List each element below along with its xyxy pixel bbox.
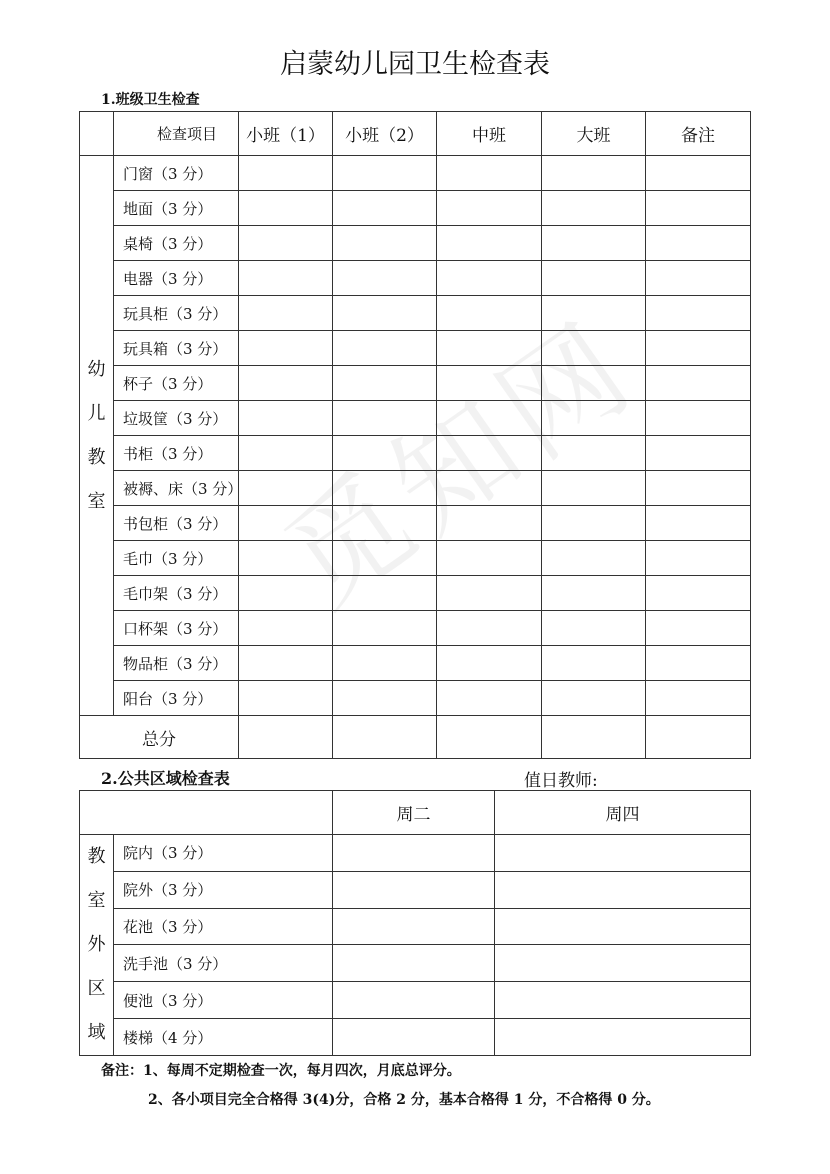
score-cell[interactable] <box>542 191 646 226</box>
table-row <box>80 191 751 226</box>
score-cell[interactable] <box>239 331 333 366</box>
score-cell[interactable] <box>333 156 437 191</box>
remark-cell[interactable] <box>646 226 751 261</box>
header-tuesday: 周二 <box>333 791 495 835</box>
total-row <box>80 716 751 759</box>
table-row <box>80 261 751 296</box>
table-row <box>80 646 751 681</box>
remark-cell[interactable] <box>646 401 751 436</box>
score-cell[interactable] <box>333 506 437 541</box>
item-label: 电器（3 分） <box>114 261 239 296</box>
remark-cell[interactable] <box>646 156 751 191</box>
total-cell[interactable] <box>333 716 437 759</box>
table-row <box>80 835 751 872</box>
section1-heading: 1.班级卫生检查 <box>101 92 200 108</box>
item-label: 桌椅（3 分） <box>114 226 239 261</box>
score-cell[interactable] <box>239 576 333 611</box>
score-cell[interactable] <box>437 506 542 541</box>
score-cell[interactable] <box>437 331 542 366</box>
score-cell[interactable] <box>333 835 495 872</box>
score-cell[interactable] <box>542 646 646 681</box>
score-cell[interactable] <box>542 576 646 611</box>
section2-heading: 2.公共区域检查表 <box>101 769 230 788</box>
score-cell[interactable] <box>333 296 437 331</box>
score-cell[interactable] <box>495 835 751 872</box>
remark-cell[interactable] <box>646 611 751 646</box>
score-cell[interactable] <box>239 506 333 541</box>
group-label-outdoor: 教 室 外 区 域 <box>80 835 114 1056</box>
score-cell[interactable] <box>239 541 333 576</box>
score-cell[interactable] <box>239 296 333 331</box>
table-row <box>80 1019 751 1056</box>
item-label: 门窗（3 分） <box>114 156 239 191</box>
remark-cell[interactable] <box>646 471 751 506</box>
header-remarks: 备注 <box>646 112 751 156</box>
duty-teacher-blank[interactable] <box>598 774 720 791</box>
table-row <box>80 226 751 261</box>
score-cell[interactable] <box>542 156 646 191</box>
header-small-class-1: 小班（1） <box>239 112 333 156</box>
score-cell[interactable] <box>542 261 646 296</box>
table-header-row <box>80 791 751 835</box>
header-big-class: 大班 <box>542 112 646 156</box>
table-row <box>80 436 751 471</box>
score-cell[interactable] <box>542 401 646 436</box>
header-middle-class: 中班 <box>437 112 542 156</box>
table-row <box>80 296 751 331</box>
score-cell[interactable] <box>542 436 646 471</box>
note-line-1: 备注：1、每周不定期检查一次，每月四次，月底总评分。 <box>101 1063 461 1079</box>
score-cell[interactable] <box>239 261 333 296</box>
remark-cell[interactable] <box>646 506 751 541</box>
score-cell[interactable] <box>333 191 437 226</box>
table-row <box>80 471 751 506</box>
score-cell[interactable] <box>437 541 542 576</box>
table-row <box>80 945 751 982</box>
header-thursday: 周四 <box>495 791 751 835</box>
item-label: 院内（3 分） <box>114 835 333 872</box>
score-cell[interactable] <box>495 945 751 982</box>
score-cell[interactable] <box>437 576 542 611</box>
item-label: 物品柜（3 分） <box>114 646 239 681</box>
score-cell[interactable] <box>333 945 495 982</box>
item-label: 书包柜（3 分） <box>114 506 239 541</box>
item-label: 便池（3 分） <box>114 982 333 1019</box>
remark-cell[interactable] <box>646 261 751 296</box>
item-label: 杯子（3 分） <box>114 366 239 401</box>
score-cell[interactable] <box>333 576 437 611</box>
score-cell[interactable] <box>495 1019 751 1056</box>
header-check-item: 检查项目 <box>114 112 239 156</box>
item-label: 院外（3 分） <box>114 871 333 908</box>
item-label: 洗手池（3 分） <box>114 945 333 982</box>
score-cell[interactable] <box>437 681 542 716</box>
score-cell[interactable] <box>333 611 437 646</box>
remark-cell[interactable] <box>646 681 751 716</box>
score-cell[interactable] <box>495 871 751 908</box>
score-cell[interactable] <box>333 471 437 506</box>
table-row <box>80 908 751 945</box>
score-cell[interactable] <box>239 436 333 471</box>
score-cell[interactable] <box>239 366 333 401</box>
score-cell[interactable] <box>437 226 542 261</box>
total-label: 总分 <box>80 716 239 759</box>
score-cell[interactable] <box>437 471 542 506</box>
remark-cell[interactable] <box>646 366 751 401</box>
table-row <box>80 871 751 908</box>
score-cell[interactable] <box>333 436 437 471</box>
total-remark-cell[interactable] <box>646 716 751 759</box>
page-title: 启蒙幼儿园卫生检查表 <box>280 49 550 80</box>
item-label: 地面（3 分） <box>114 191 239 226</box>
table-row <box>80 982 751 1019</box>
table-header-row <box>80 112 751 156</box>
class-hygiene-table <box>79 111 751 759</box>
item-label: 书柜（3 分） <box>114 436 239 471</box>
score-cell[interactable] <box>542 611 646 646</box>
item-label: 花池（3 分） <box>114 908 333 945</box>
score-cell[interactable] <box>437 401 542 436</box>
score-cell[interactable] <box>239 226 333 261</box>
remark-cell[interactable] <box>646 646 751 681</box>
item-label: 阳台（3 分） <box>114 681 239 716</box>
header-corner <box>80 791 333 835</box>
remark-cell[interactable] <box>646 576 751 611</box>
score-cell[interactable] <box>542 366 646 401</box>
score-cell[interactable] <box>542 226 646 261</box>
score-cell[interactable] <box>437 436 542 471</box>
total-cell[interactable] <box>239 716 333 759</box>
item-label: 玩具柜（3 分） <box>114 296 239 331</box>
table-row <box>80 576 751 611</box>
item-label: 垃圾筐（3 分） <box>114 401 239 436</box>
score-cell[interactable] <box>333 681 437 716</box>
score-cell[interactable] <box>333 982 495 1019</box>
table-row <box>80 541 751 576</box>
table-row <box>80 331 751 366</box>
score-cell[interactable] <box>333 366 437 401</box>
item-label: 楼梯（4 分） <box>114 1019 333 1056</box>
score-cell[interactable] <box>542 506 646 541</box>
score-cell[interactable] <box>333 1019 495 1056</box>
score-cell[interactable] <box>437 296 542 331</box>
score-cell[interactable] <box>239 646 333 681</box>
note-line-2: 2、各小项目完全合格得 3(4)分，合格 2 分，基本合格得 1 分，不合格得 0 分。 <box>148 1092 660 1108</box>
remark-cell[interactable] <box>646 541 751 576</box>
score-cell[interactable] <box>333 261 437 296</box>
score-cell[interactable] <box>333 331 437 366</box>
group-label-classroom: 幼 儿 教 室 <box>80 156 114 716</box>
total-cell[interactable] <box>437 716 542 759</box>
item-label: 毛巾架（3 分） <box>114 576 239 611</box>
score-cell[interactable] <box>542 471 646 506</box>
table-row <box>80 611 751 646</box>
score-cell[interactable] <box>437 156 542 191</box>
score-cell[interactable] <box>239 401 333 436</box>
score-cell[interactable] <box>542 331 646 366</box>
item-label: 玩具箱（3 分） <box>114 331 239 366</box>
score-cell[interactable] <box>437 366 542 401</box>
score-cell[interactable] <box>333 401 437 436</box>
item-label: 口杯架（3 分） <box>114 611 239 646</box>
remark-cell[interactable] <box>646 331 751 366</box>
remark-cell[interactable] <box>646 296 751 331</box>
score-cell[interactable] <box>495 908 751 945</box>
score-cell[interactable] <box>333 646 437 681</box>
score-cell[interactable] <box>333 871 495 908</box>
score-cell[interactable] <box>239 611 333 646</box>
score-cell[interactable] <box>333 541 437 576</box>
score-cell[interactable] <box>437 646 542 681</box>
score-cell[interactable] <box>437 611 542 646</box>
score-cell[interactable] <box>333 226 437 261</box>
score-cell[interactable] <box>437 261 542 296</box>
score-cell[interactable] <box>495 982 751 1019</box>
score-cell[interactable] <box>542 541 646 576</box>
score-cell[interactable] <box>239 681 333 716</box>
table-row <box>80 401 751 436</box>
total-cell[interactable] <box>542 716 646 759</box>
duty-teacher-label: 值日教师: <box>524 771 598 791</box>
table-row <box>80 366 751 401</box>
score-cell[interactable] <box>542 296 646 331</box>
score-cell[interactable] <box>239 191 333 226</box>
table-row <box>80 681 751 716</box>
remark-cell[interactable] <box>646 191 751 226</box>
item-label: 被褥、床（3 分） <box>114 471 239 506</box>
score-cell[interactable] <box>437 191 542 226</box>
score-cell[interactable] <box>239 156 333 191</box>
duty-teacher-field <box>524 766 720 791</box>
header-corner <box>80 112 114 156</box>
table-row <box>80 156 751 191</box>
score-cell[interactable] <box>333 908 495 945</box>
remark-cell[interactable] <box>646 436 751 471</box>
table-row <box>80 506 751 541</box>
public-area-table <box>79 790 751 1056</box>
watermark: 觅知网 <box>261 295 661 634</box>
item-label: 毛巾（3 分） <box>114 541 239 576</box>
score-cell[interactable] <box>542 681 646 716</box>
score-cell[interactable] <box>239 471 333 506</box>
header-small-class-2: 小班（2） <box>333 112 437 156</box>
